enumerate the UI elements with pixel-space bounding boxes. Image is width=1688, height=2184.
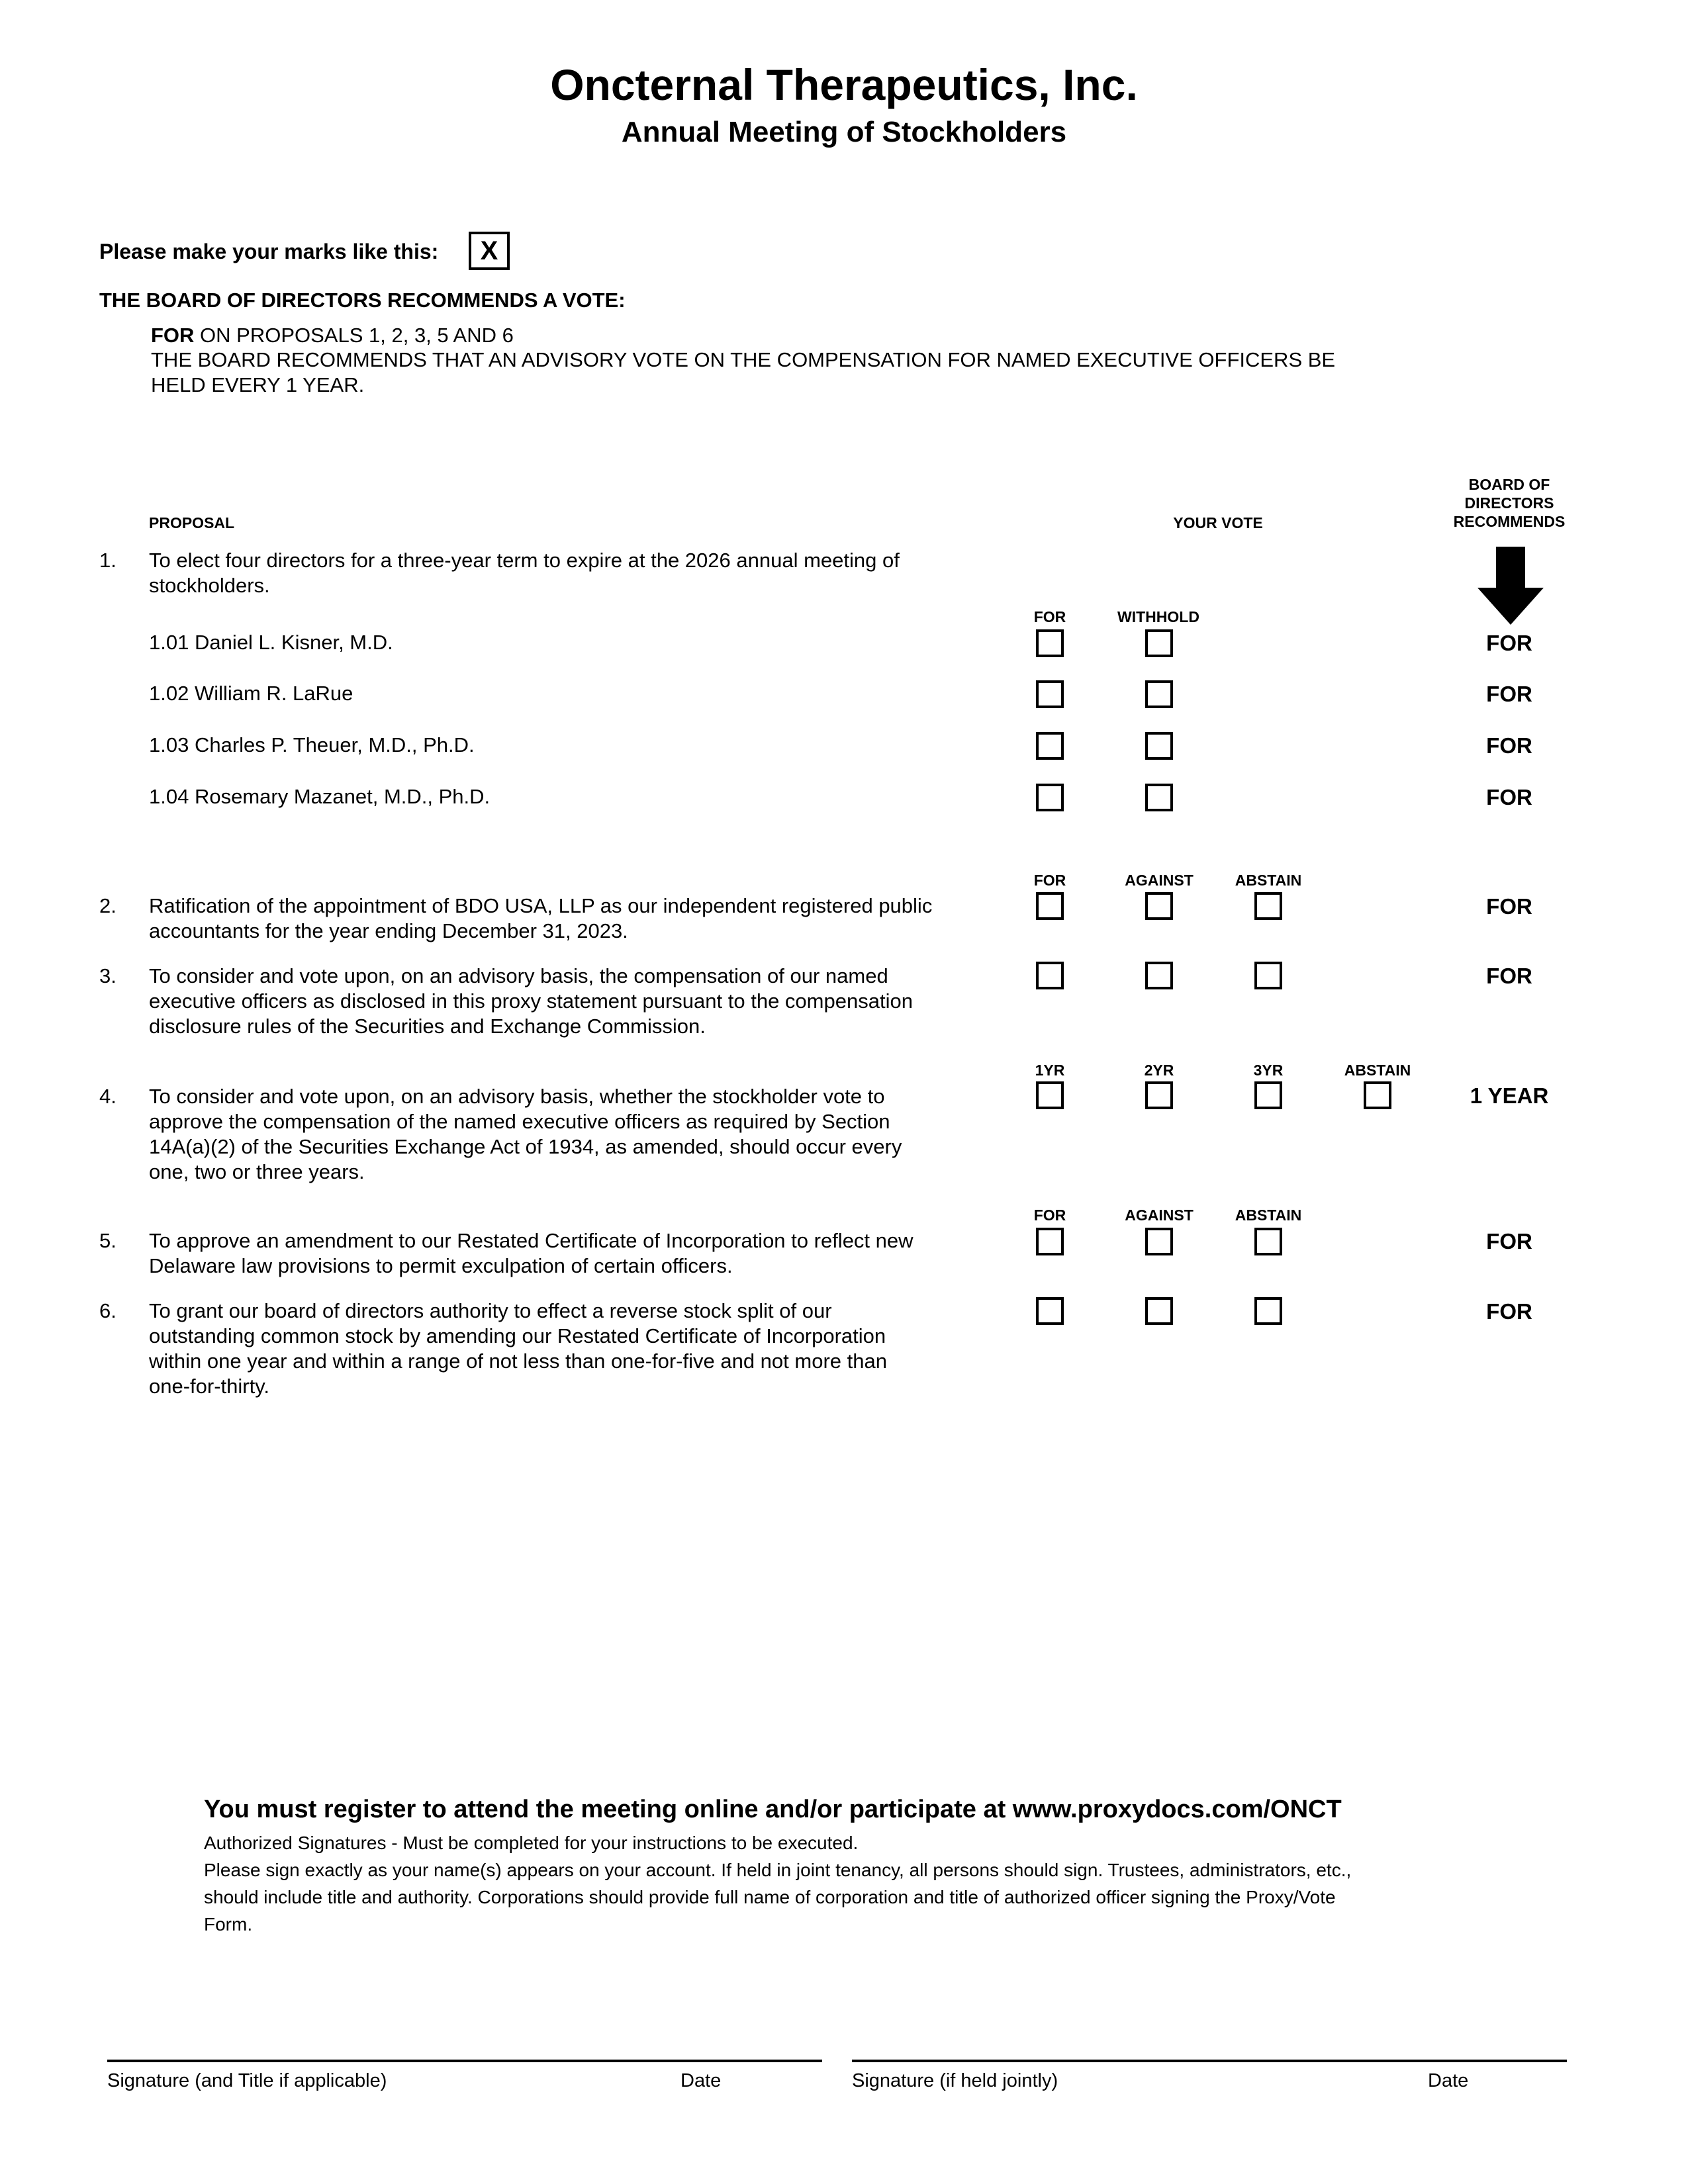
proposal-6-number: 6. <box>99 1299 117 1322</box>
proposal-2-for-checkbox[interactable] <box>1036 892 1064 920</box>
option-label-abstain: ABSTAIN <box>1344 1062 1411 1079</box>
proposal-3-line-1: To consider and vote upon, on an advisory basis, the compensation of our named <box>149 964 888 987</box>
proposal-3-line-3: disclosure rules of the Securities and Exchange Commission. <box>149 1015 706 1038</box>
option-label-for: FOR <box>1033 872 1066 889</box>
proposal-2-text <box>149 893 1009 944</box>
proposal-3-line-2: executive officers as disclosed in this proxy statement pursuant to the compensation <box>149 989 913 1013</box>
board-rec-line-3: HELD EVERY 1 YEAR. <box>151 373 365 396</box>
board-heading-line-2: DIRECTORS <box>1464 494 1554 512</box>
proposal-4-line-1: To consider and vote upon, on an advisory basis, whether the stockholder vote to <box>149 1085 885 1108</box>
proposal-6-recommendation: FOR <box>1486 1299 1532 1324</box>
nominee-1-03-recommendation: FOR <box>1486 733 1532 758</box>
proposal-4-abstain-checkbox[interactable] <box>1364 1081 1391 1109</box>
proposal-2-abstain-checkbox[interactable] <box>1254 892 1282 920</box>
date-label-2: Date <box>1428 2070 1469 2091</box>
signature-line-1[interactable] <box>107 2060 822 2062</box>
nominee-1-02-for-checkbox[interactable] <box>1036 680 1064 708</box>
proposal-5-line-2: Delaware law provisions to permit exculpation of certain officers. <box>149 1254 733 1277</box>
proposal-5-line-1: To approve an amendment to our Restated Certificate of Incorporation to reflect new <box>149 1229 914 1252</box>
board-heading-line-1: BOARD OF <box>1468 476 1550 493</box>
proposal-6-line-4: one-for-thirty. <box>149 1375 270 1398</box>
proposal-5-abstain-checkbox[interactable] <box>1254 1228 1282 1255</box>
proposal-4-line-4: one, two or three years. <box>149 1160 365 1183</box>
board-rec-for: FOR <box>151 324 195 347</box>
date-label-1: Date <box>680 2070 722 2091</box>
proposal-3-number: 3. <box>99 964 117 987</box>
proposal-1-text <box>149 548 1009 598</box>
proposal-3-against-checkbox[interactable] <box>1145 962 1173 989</box>
option-label-abstain: ABSTAIN <box>1235 1206 1302 1224</box>
nominee-1-04-withhold-checkbox[interactable] <box>1145 784 1173 811</box>
nominee-1-01-withhold-checkbox[interactable] <box>1145 629 1173 657</box>
proposal-4-text <box>149 1084 1009 1185</box>
company-title: Oncternal Therapeutics, Inc. <box>550 60 1138 109</box>
proposal-2-against-checkbox[interactable] <box>1145 892 1173 920</box>
proposal-6-against-checkbox[interactable] <box>1145 1297 1173 1325</box>
proposal-4-recommendation: 1 YEAR <box>1470 1083 1549 1108</box>
board-heading: THE BOARD OF DIRECTORS RECOMMENDS A VOTE: <box>99 289 626 312</box>
option-label-withhold: WITHHOLD <box>1117 608 1199 625</box>
proposal-2-line-2: accountants for the year ending December 31, 2023. <box>149 919 628 942</box>
nominee-1-04: 1.04 Rosemary Mazanet, M.D., Ph.D. <box>149 785 491 808</box>
proposal-3-abstain-checkbox[interactable] <box>1254 962 1282 989</box>
nominee-1-02-recommendation: FOR <box>1486 682 1532 706</box>
down-arrow-icon <box>1477 547 1544 626</box>
signing-instructions-line-2: should include title and authority. Corporations should provide full name of corporation and title of authorized officer signing the Proxy/Vote <box>204 1887 1336 1907</box>
nominee-1-03-withhold-checkbox[interactable] <box>1145 732 1173 760</box>
proposal-6-line-3: within one year and within a range of not less than one-for-five and not more than <box>149 1349 887 1373</box>
proposal-5-number: 5. <box>99 1229 117 1252</box>
signing-instructions-line-1: Please sign exactly as your name(s) appears on your account. If held in joint tenancy, all persons should sign. Trustees, administrators, etc., <box>204 1860 1352 1880</box>
marks-instruction: Please make your marks like this: <box>99 240 439 263</box>
authorized-signatures-note: Authorized Signatures - Must be completed for your instructions to be executed. <box>204 1833 859 1853</box>
proposal-4-1yr-checkbox[interactable] <box>1036 1081 1064 1109</box>
proposal-2-recommendation: FOR <box>1486 894 1532 919</box>
meeting-subtitle: Annual Meeting of Stockholders <box>621 116 1067 148</box>
nominee-1-04-for-checkbox[interactable] <box>1036 784 1064 811</box>
proposal-4-3yr-checkbox[interactable] <box>1254 1081 1282 1109</box>
proposal-1-line-1: To elect four directors for a three-year term to expire at the 2026 annual meeting of <box>149 549 900 572</box>
option-label-3yr: 3YR <box>1253 1062 1284 1079</box>
proposal-1-number: 1. <box>99 549 117 572</box>
proposal-column-heading: PROPOSAL <box>149 514 235 531</box>
option-label-for: FOR <box>1033 1206 1066 1224</box>
option-label-for: FOR <box>1033 608 1066 625</box>
proposal-6-line-2: outstanding common stock by amending our Restated Certificate of Incorporation <box>149 1324 886 1347</box>
option-label-1yr: 1YR <box>1035 1062 1065 1079</box>
option-label-2yr: 2YR <box>1144 1062 1174 1079</box>
board-rec-proposals: ON PROPOSALS 1, 2, 3, 5 AND 6 <box>194 324 514 347</box>
option-label-against: AGAINST <box>1125 1206 1194 1224</box>
nominee-1-01: 1.01 Daniel L. Kisner, M.D. <box>149 631 393 654</box>
signature-line-2[interactable] <box>852 2060 1567 2062</box>
proposal-2-number: 2. <box>99 894 117 917</box>
proposal-6-text <box>149 1298 1009 1399</box>
proposal-6-for-checkbox[interactable] <box>1036 1297 1064 1325</box>
marks-example-box: X <box>469 232 510 270</box>
register-notice: You must register to attend the meeting online and/or participate at www.proxydocs.com/ONCT <box>204 1796 1342 1823</box>
signature-label-1: Signature (and Title if applicable) <box>107 2070 387 2091</box>
proposal-4-line-3: 14A(a)(2) of the Securities Exchange Act of 1934, as amended, should occur every <box>149 1135 902 1158</box>
board-heading-line-3: RECOMMENDS <box>1453 513 1566 530</box>
proposal-1-line-2: stockholders. <box>149 574 270 597</box>
board-recommends-heading <box>1410 475 1609 531</box>
proposal-4-number: 4. <box>99 1085 117 1108</box>
nominee-1-01-for-checkbox[interactable] <box>1036 629 1064 657</box>
proposal-5-recommendation: FOR <box>1486 1229 1532 1253</box>
proposal-6-line-1: To grant our board of directors authority to effect a reverse stock split of our <box>149 1299 832 1322</box>
proposal-6-abstain-checkbox[interactable] <box>1254 1297 1282 1325</box>
proposal-3-for-checkbox[interactable] <box>1036 962 1064 989</box>
nominee-1-04-recommendation: FOR <box>1486 785 1532 809</box>
option-label-against: AGAINST <box>1125 872 1194 889</box>
proposal-5-for-checkbox[interactable] <box>1036 1228 1064 1255</box>
board-rec-line-1 <box>151 323 514 348</box>
proposal-5-against-checkbox[interactable] <box>1145 1228 1173 1255</box>
signature-label-2: Signature (if held jointly) <box>852 2070 1058 2091</box>
option-label-abstain: ABSTAIN <box>1235 872 1302 889</box>
nominee-1-01-recommendation: FOR <box>1486 631 1532 655</box>
proposal-5-text <box>149 1228 1009 1279</box>
signing-instructions-line-3: Form. <box>204 1914 253 1934</box>
proposal-4-line-2: approve the compensation of the named executive officers as required by Section <box>149 1110 890 1133</box>
proposal-2-line-1: Ratification of the appointment of BDO USA, LLP as our independent registered public <box>149 894 933 917</box>
nominee-1-02-withhold-checkbox[interactable] <box>1145 680 1173 708</box>
proposal-3-recommendation: FOR <box>1486 964 1532 988</box>
your-vote-heading: YOUR VOTE <box>1173 514 1263 531</box>
nominee-1-03: 1.03 Charles P. Theuer, M.D., Ph.D. <box>149 733 475 756</box>
nominee-1-02: 1.02 William R. LaRue <box>149 682 353 705</box>
board-rec-line-2: THE BOARD RECOMMENDS THAT AN ADVISORY VOTE ON THE COMPENSATION FOR NAMED EXECUTIVE OFFICERS BE <box>151 348 1336 371</box>
nominee-1-03-for-checkbox[interactable] <box>1036 732 1064 760</box>
proposal-4-2yr-checkbox[interactable] <box>1145 1081 1173 1109</box>
proposal-3-text <box>149 964 1009 1039</box>
